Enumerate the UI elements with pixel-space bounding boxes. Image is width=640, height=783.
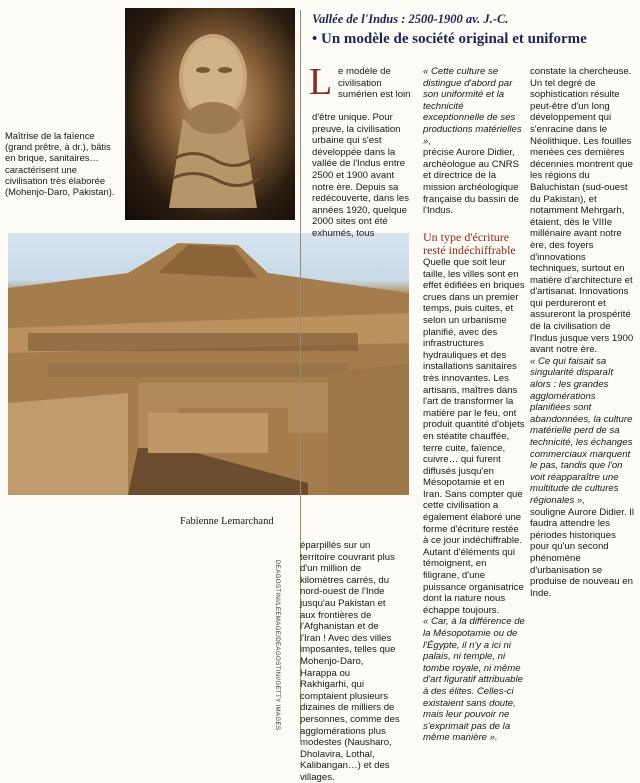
drop-cap: L <box>309 61 333 103</box>
column-1-text: d'être unique. Pour preuve, la civilisation urbaine qui s'est développée dans la vallée de l'Indus entre 2500 et 1900 avant notre ère. Depuis sa redécouverte, dans les années 1920, quelque 2000 sites ont été exhumés, tous <box>312 112 410 239</box>
column-2-body <box>423 257 525 744</box>
column-2-text <box>423 66 525 217</box>
column-1-continued: éparpillés sur un territoire couvrant plus d'un million de kilomètres carrés, du nord-ouest de l'Inde jusqu'au Pakistan et aux frontières de l'Afghanistan et de l'Iran ! Avec des villes imposantes, telles que Mohenjo-Daro, Harappa ou Rakhigarhi, qui comptaient plusieurs dizaines de milliers de personnes, comme des agglomérations plus modestes (Nausharo, Dholavira, Lothal, Kalibangan…) et des villages. <box>300 540 400 783</box>
author-name: Fabienne Lemarchand <box>180 516 274 527</box>
column-3-text <box>530 66 634 599</box>
ruins-photo <box>8 233 409 495</box>
column-3-paragraph: constate la chercheuse. Un tel degré de sophistication résulte peut-être d'un long développement qui s'enracine dans le Néolithique. Les fouilles menées ces dernières décennies montrent que les régions du Baluchistan (sud-ouest du Pakistan), et notamment Mehrgarh, étaient, dès le VIIIe millénaire avant notre ère, des foyers d'innovations techniques, surtout en matière d'architecture et d'artisanat. Innovations qui perdureront et assureront la prospérité de la civilisation de l'Indus jusque vers 1900 avant notre ère. <box>530 66 634 356</box>
column-1-intro: e modèle de civilisation sumérien est loin <box>338 66 411 101</box>
statue-caption: Maîtrise de la faïence (grand prêtre, à dr.), bâtis en brique, sanitaires… caractérisent une civilisation très élaborée (Mohenjo-Daro, Pakistan). <box>5 130 115 198</box>
quote-2: « Car, à la différence de la Mésopotamie ou de l'Égypte, il n'y a ici ni palais, ni temple, ni tombe royale, ni même d'art figuratif attribuable à des élites. Celles-ci existaient sans doute, mais leur pouvoir ne s'exprimait pas de la même manière ». <box>423 616 525 744</box>
section-heading: Un type d'écriture resté indéchiffrable <box>423 230 516 257</box>
quote-3: « Ce qui faisait sa singularité disparaît alors : les grandes agglomérations planifiées sont abandonnées, la culture matérielle perd de sa technicité, les échanges commerciaux marquent le pas, tandis que l'on voit réapparaître une multitude de cultures régionales », <box>530 355 633 506</box>
article-subtitle: Vallée de l'Indus : 2500-1900 av. J.-C. <box>312 12 509 26</box>
statue-photo <box>125 8 295 220</box>
quote-1: « Cette culture se distingue d'abord par son uniformité et la technicité exceptionnelle de ses productions matérielles », <box>423 66 522 147</box>
column-2-attribution: précise Aurore Didier, archéologue au CNRS et directrice de la mission archéologique française du bassin de l'Indus. <box>423 147 519 217</box>
photo-credit: DEAGOSTINI/LEEMAGE/DEAGOSTINI/GETTY IMAGES <box>274 560 281 731</box>
article-headline: • Un modèle de société original et uniforme <box>312 31 587 47</box>
column-2-paragraph: Quelle que soit leur taille, les villes sont en effet édifiées en briques crues dans un premier temps, puis cuites, et selon un urbanisme planifié, avec des infrastructures hydrauliques et des installations sanitaires très innovantes. Les artisans, maîtres dans l'art de transformer la matière par le feu, ont produit quantité d'objets en stéatite chauffée, terre cuite, faïence, cuivre… qui furent diffusés jusqu'en Mésopotamie et en Iran. Sans compter que cette civilisation a également élaboré une forme d'écriture restée à ce jour indéchiffrable. Autant d'éléments qui témoignent, en filigrane, d'une puissance organisatrice dont la nature nous échappe toujours. <box>423 257 525 616</box>
column-3-conclusion: souligne Aurore Didier. Il faudra attendre les périodes historiques pour qu'un second phénomène d'urbanisation se produise de nouveau en Inde. <box>530 506 634 599</box>
